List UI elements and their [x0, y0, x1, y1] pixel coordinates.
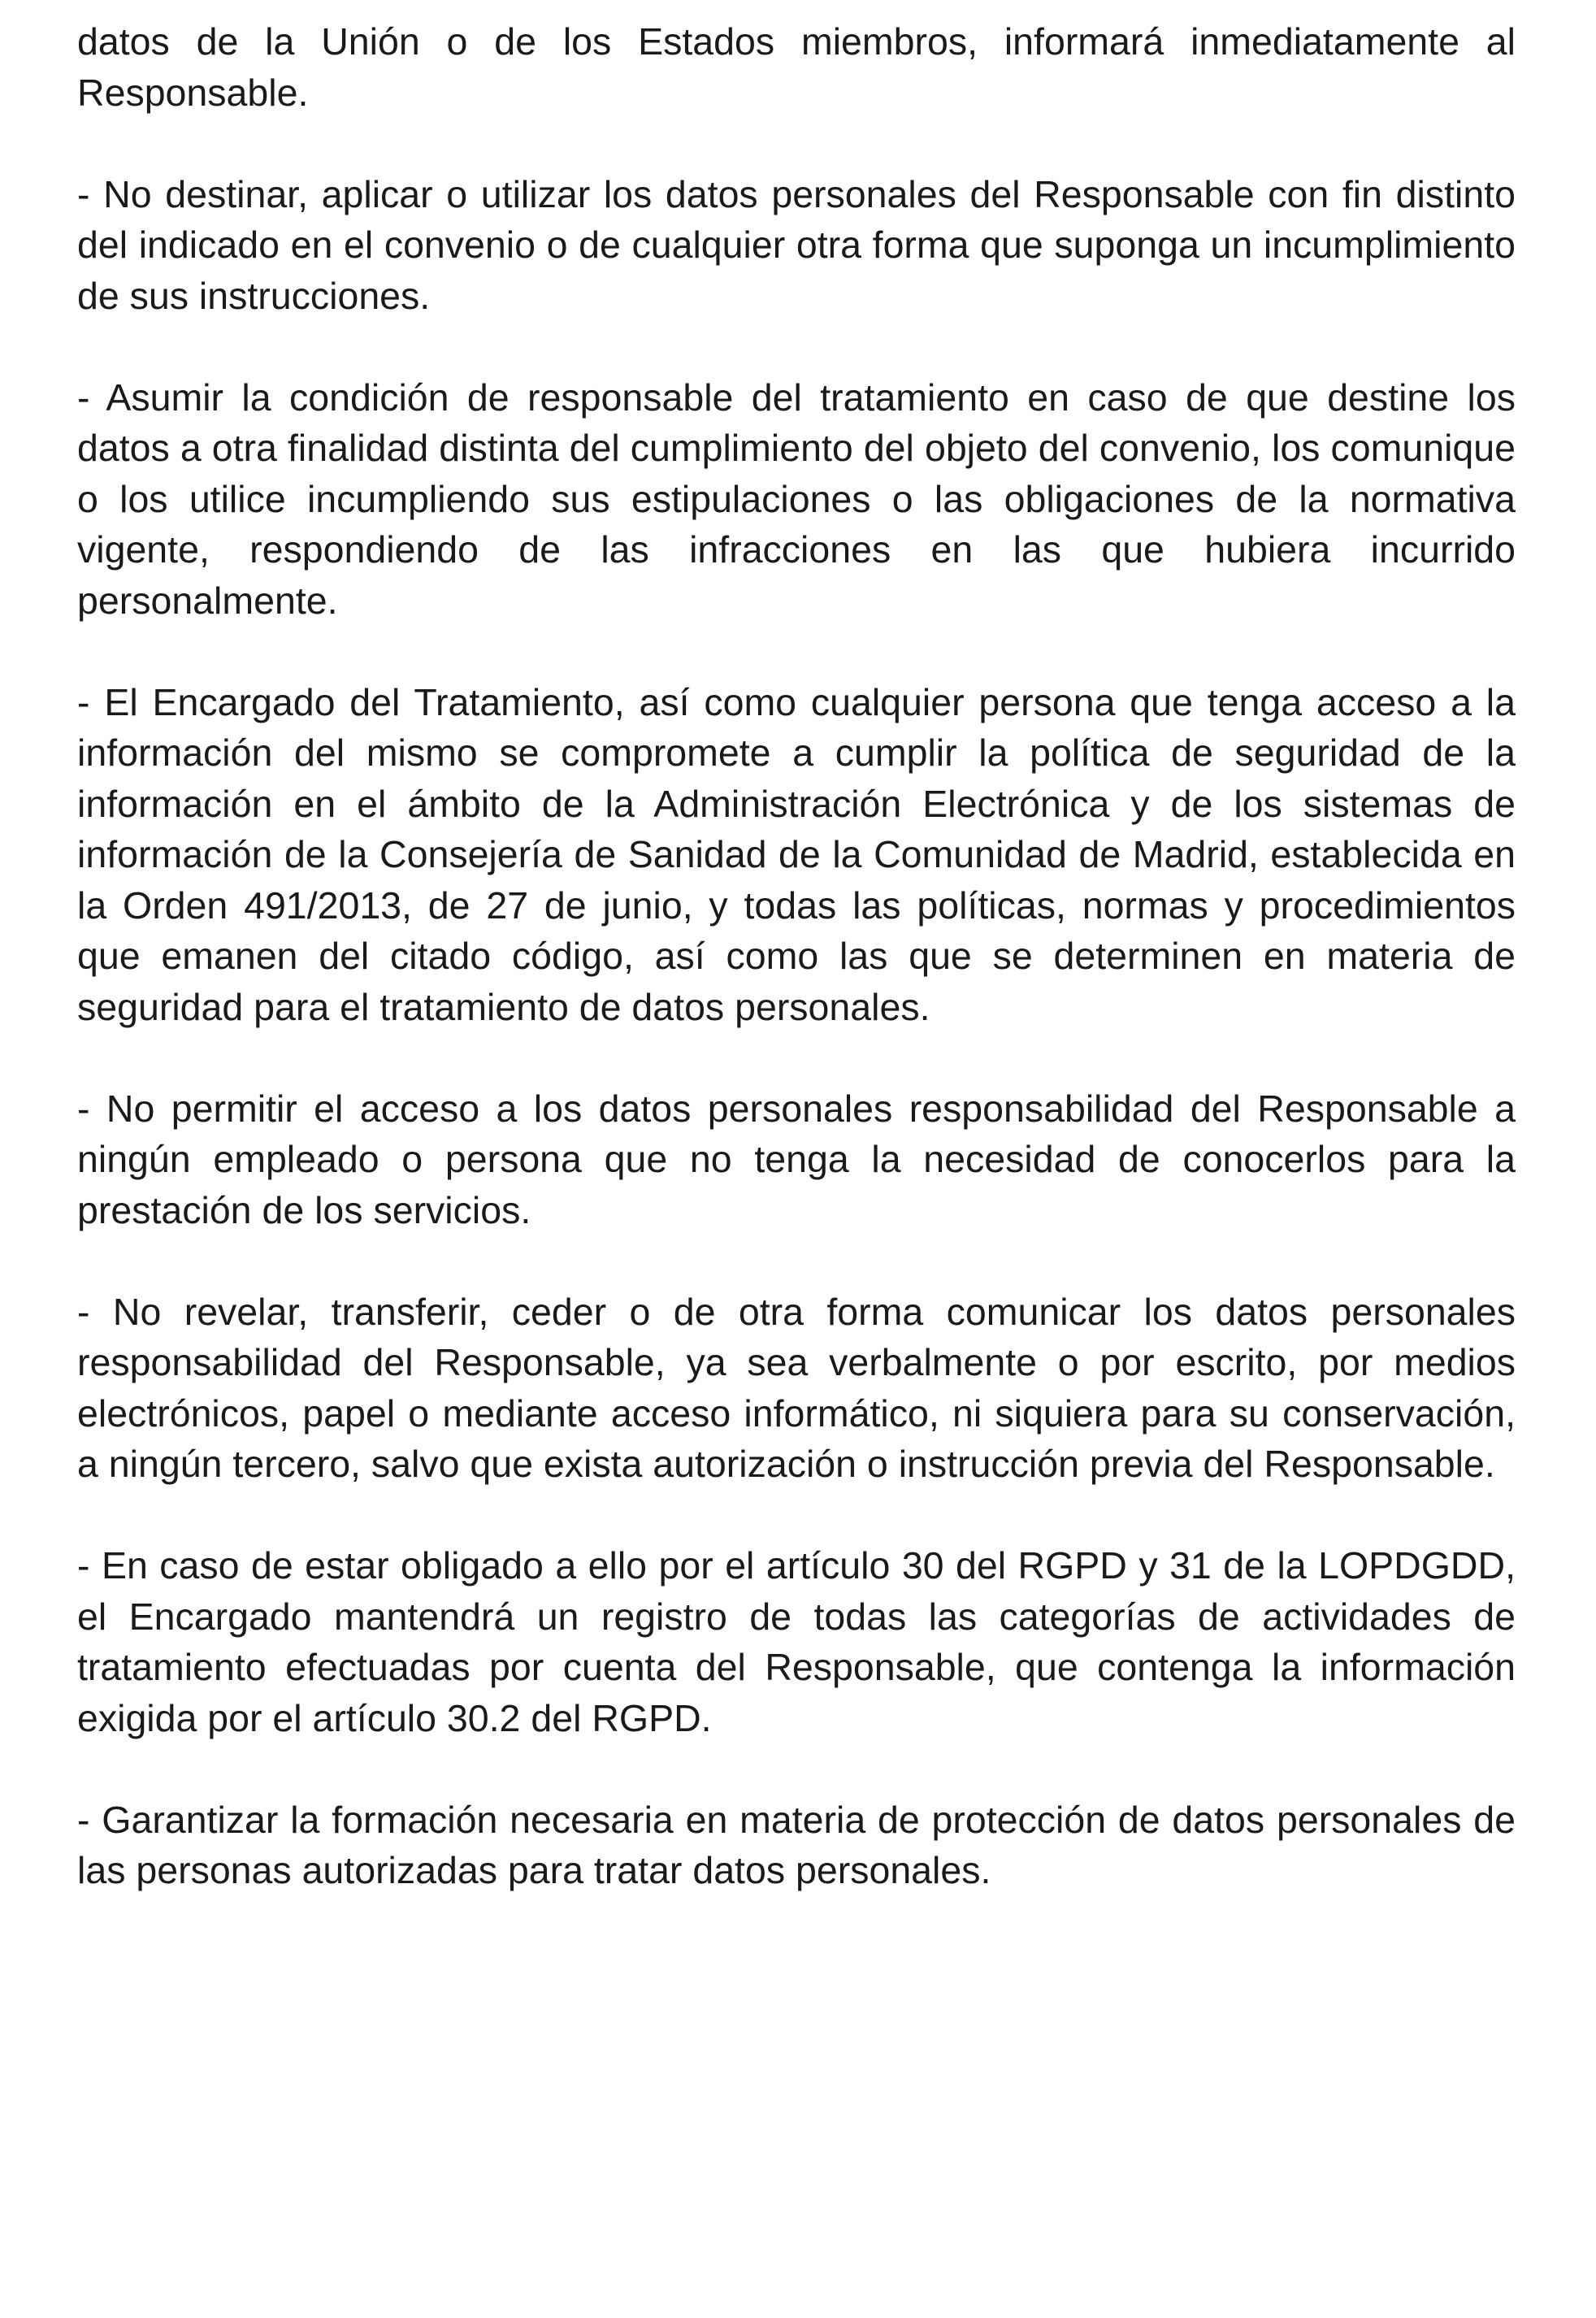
paragraph-asumir-condicion: - Asumir la condición de responsable del tratamiento en caso de que destine los datos a otra finalidad distinta del cumplimiento del objeto del convenio, los comunique o los utilice incumpliendo sus estipulaciones o las obligaciones de la normativa vigente, respondiendo de las infracciones en las que hubiera incurrido personalmente. [77, 375, 1516, 622]
paragraph-no-destinar: - No destinar, aplicar o utilizar los datos personales del Responsable con fin distinto del indicado en el convenio o de cualquier otra forma que suponga un incumplimiento de sus instrucciones. [77, 172, 1516, 317]
paragraph-no-permitir-acceso: - No permitir el acceso a los datos personales responsabilidad del Responsable a ningún empleado o persona que no tenga la necesidad de conocerlos para la prestación de los servicios. [77, 1087, 1516, 1231]
document-page [77, 16, 1516, 1947]
paragraph-registro-actividades: - En caso de estar obligado a ello por el artículo 30 del RGPD y 31 de la LOPDGDD, el Encargado mantendrá un registro de todas las categorías de actividades de tratamiento efectuadas por cuenta del Responsable, que contenga la información exigida por el artículo 30.2 del RGPD. [77, 1544, 1516, 1739]
paragraph-continuation: datos de la Unión o de los Estados miembros, informará inmediatamente al Responsable. [77, 20, 1516, 114]
paragraph-encargado-tratamiento: - El Encargado del Tratamiento, así como cualquier persona que tenga acceso a la información del mismo se compromete a cumplir la política de seguridad de la información en el ámbito de la Administración Electrónica y de los sistemas de información de la Consejería de Sanidad de la Comunidad de Madrid, establecida en la Orden 491/2013, de 27 de junio, y todas las políticas, normas y procedimientos que emanen del citado código, así como las que se determinen en materia de seguridad para el tratamiento de datos personales. [77, 680, 1516, 1028]
paragraph-formacion: - Garantizar la formación necesaria en materia de protección de datos personales de las personas autorizadas para tratar datos personales. [77, 1798, 1516, 1891]
paragraph-no-revelar: - No revelar, transferir, ceder o de otra forma comunicar los datos personales responsabilidad del Responsable, ya sea verbalmente o por escrito, por medios electrónicos, papel o mediante acceso informático, ni siquiera para su conservación, a ningún tercero, salvo que exista autorización o instrucción previa del Responsable. [77, 1290, 1516, 1485]
